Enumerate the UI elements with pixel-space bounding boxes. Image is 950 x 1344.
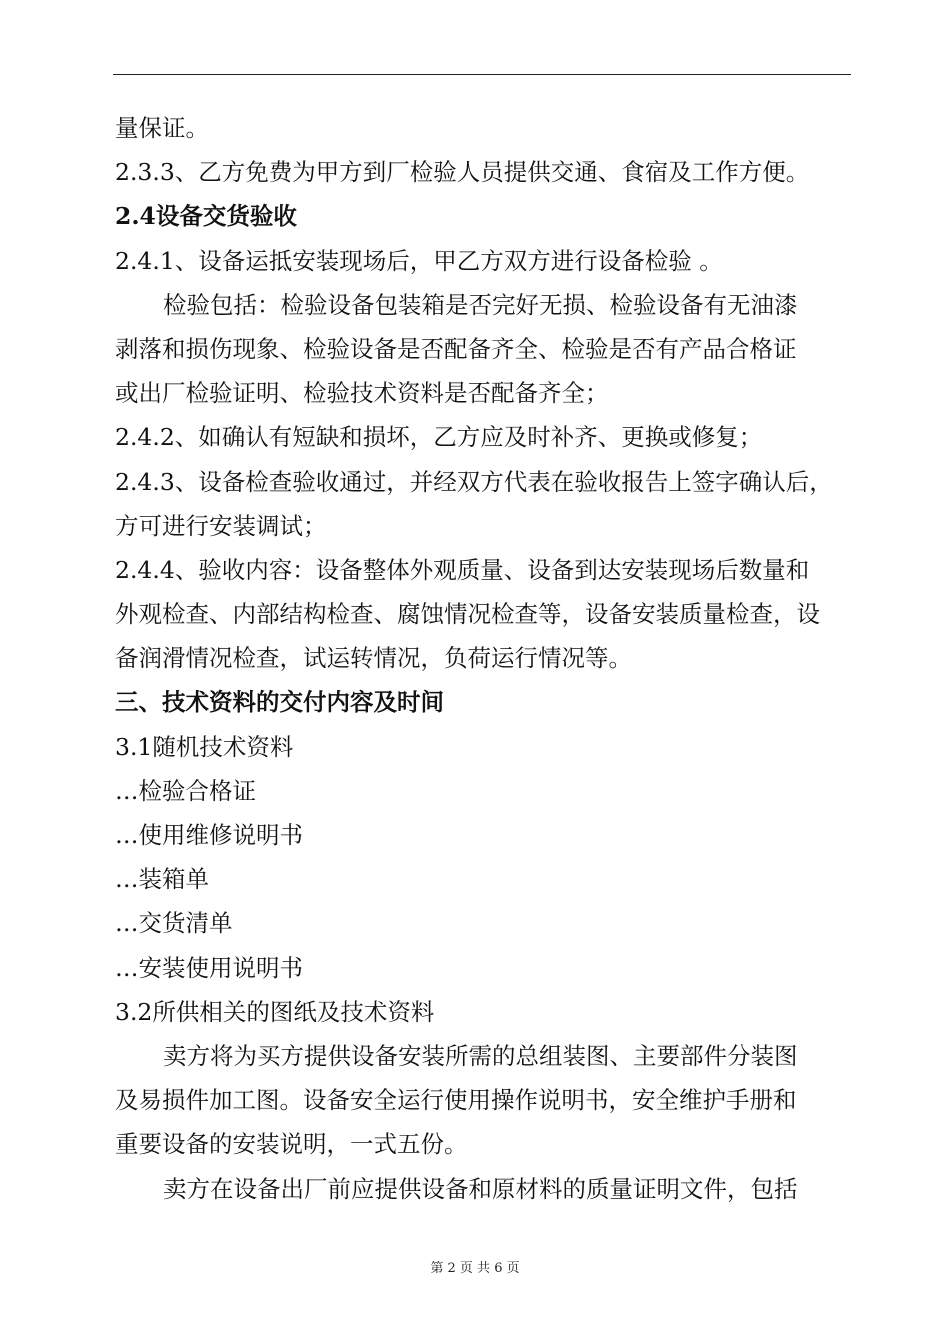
text-line: 外观检查、内部结构检查、腐蚀情况检查等，设备安装质量检查，设	[115, 600, 820, 629]
page-number-footer: 第 2 页 共 6 页	[430, 1261, 520, 1276]
text-line: 及易损件加工图。设备安全运行使用操作说明书，安全维护手册和	[115, 1086, 797, 1115]
text-line: 重要设备的安装说明，一式五份。	[115, 1130, 468, 1159]
list-item: …装箱单	[115, 865, 209, 894]
subsection-heading: 3.1随机技术资料	[115, 732, 294, 761]
text-line: 剥落和损伤现象、检验设备是否配备齐全、检验是否有产品合格证	[115, 334, 797, 363]
list-item: …交货清单	[115, 909, 233, 938]
text-line: 2.3.3、乙方免费为甲方到厂检验人员提供交通、食宿及工作方便。	[115, 158, 810, 187]
text-line: 量保证。	[115, 114, 209, 142]
text-line: 2.4.2、如确认有短缺和损坏，乙方应及时补齐、更换或修复；	[115, 423, 763, 452]
list-item: …检验合格证	[115, 776, 256, 805]
text-line: 方可进行安装调试；	[115, 511, 327, 540]
text-line: 2.4.1、设备运抵安装现场后，甲乙方双方进行设备检验 。	[115, 246, 723, 275]
list-item: …安装使用说明书	[115, 953, 303, 982]
list-item: …使用维修说明书	[115, 821, 303, 849]
text-line: 2.4.4、验收内容：设备整体外观质量、设备到达安装现场后数量和	[115, 555, 810, 584]
document-body	[115, 106, 855, 1211]
paragraph-start: 卖方在设备出厂前应提供设备和原材料的质量证明文件，包括	[163, 1174, 798, 1203]
text-line: 或出厂检验证明、检验技术资料是否配备齐全；	[115, 379, 609, 408]
header-rule	[113, 74, 851, 75]
text-line: 2.4.3、设备检查验收通过，并经双方代表在验收报告上签字确认后，	[115, 467, 833, 496]
chapter-heading: 三、技术资料的交付内容及时间	[115, 688, 444, 717]
section-heading: 2.4设备交货验收	[115, 202, 297, 231]
subsection-heading: 3.2所供相关的图纸及技术资料	[115, 997, 435, 1026]
text-line: 备润滑情况检查，试运转情况，负荷运行情况等。	[115, 644, 632, 673]
paragraph-start: 卖方将为买方提供设备安装所需的总组装图、主要部件分装图	[163, 1041, 798, 1070]
paragraph-start: 检验包括：检验设备包装箱是否完好无损、检验设备有无油漆	[163, 290, 798, 319]
